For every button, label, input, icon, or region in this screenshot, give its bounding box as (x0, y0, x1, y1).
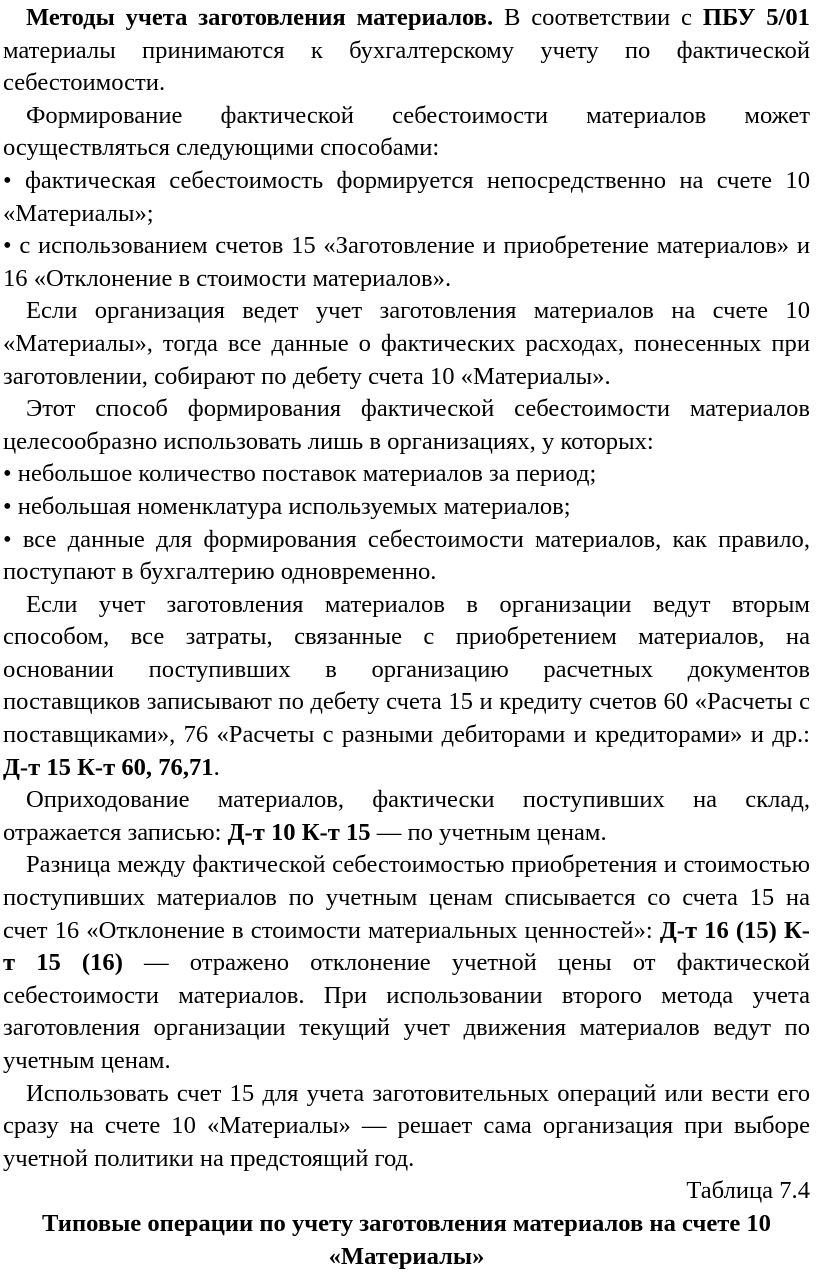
bullet-icon: • (3, 232, 12, 260)
receipt-end: — по учетным ценам. (370, 818, 607, 846)
list-item (3, 165, 810, 230)
receipt-text: Оприходование материалов, фактически поступивших на склад, отражается записью: (3, 786, 810, 846)
list-item (3, 491, 810, 524)
intro-text-2: материалы принимаются к бухгалтерскому учету по фактической себестоимости. (3, 36, 810, 97)
list-item (3, 524, 810, 589)
accounting-entry: Д-т 16 (15) К-т 15 (16) (3, 916, 810, 977)
paragraph-methods: Формирование фактической себестоимости материалов может осуществляться следующими способами: (3, 101, 810, 162)
table-title: Типовые операции по учету заготовления материалов на счете 10 «Материалы» (42, 1209, 771, 1270)
paragraph-second-method (3, 589, 810, 785)
paragraph-intro (3, 2, 810, 100)
list-item (3, 230, 810, 295)
bullet-icon: • (3, 492, 12, 520)
difference-text: Разница между фактической себестоимостью приобретения и стоимостью поступивших материалов по учетным ценам списывается со счета 15 на счет 16 «Отклонение в стоимости материальных ценностей»: (3, 851, 810, 944)
bullet-icon: • (3, 525, 12, 553)
list-item-text: фактическая себестоимость формируется непосредственно на счете 10 «Материалы»; (3, 166, 810, 227)
list-item-text: все данные для формирования себестоимости материалов, как правило, поступают в бухгалтерию одновременно. (3, 525, 810, 586)
list-item-text: небольшая номенклатура используемых материалов; (17, 492, 571, 520)
accounting-entry: Д-т 15 К-т 60, 76,71 (3, 753, 214, 781)
bullet-icon: • (3, 166, 12, 194)
accounting-entry: Д-т 10 К-т 15 (227, 818, 371, 846)
paragraph-receipt (3, 784, 810, 849)
list-item-text: с использованием счетов 15 «Заготовление и приобретение материалов» и 16 «Отклонение в стоимости материалов». (3, 232, 810, 292)
difference-end: — отражено отклонение учетной цены от фактической себестоимости материалов. При использовании второго метода учета заготовления организации текущий учет движения материалов ведут по учетным ценам. (3, 949, 810, 1074)
paragraph-account-10: Если организация ведет учет заготовления материалов на счете 10 «Материалы», тогда все данные о фактических расходах, понесенных при заготовлении, собирают по дебету счета 10 «Материалы». (3, 297, 810, 390)
list-item (3, 458, 810, 491)
bullet-icon: • (3, 460, 12, 488)
paragraph-policy: Использовать счет 15 для учета заготовительных операций или вести его сразу на счете 10 «Материалы» — решает сама организация при выборе учетной политики на предстоящий год. (3, 1079, 810, 1172)
second-method-text: Если учет заготовления материалов в организации ведут вторым способом, все затраты, связанные с приобретением материалов, на основании поступивших в организацию расчетных документов поставщиков записывают по дебету счета 15 и кредиту счетов 60 «Расчеты с поставщиками», 76 «Расчеты с разными дебиторами и кредиторами» и др.: (3, 590, 810, 749)
standard-reference: ПБУ 5/01 (702, 4, 810, 31)
table-label: Таблица 7.4 (686, 1177, 810, 1205)
paragraph-applicability: Этот способ формирования фактической себестоимости материалов целесообразно использовать лишь в организациях, у которых: (3, 395, 810, 455)
section-heading: Методы учета заготовления материалов. (26, 4, 494, 31)
intro-text-1: В соответствии с (493, 4, 703, 31)
second-method-end: . (213, 753, 220, 781)
list-item-text: небольшое количество поставок материалов за период; (17, 460, 597, 488)
paragraph-difference (3, 849, 810, 1077)
